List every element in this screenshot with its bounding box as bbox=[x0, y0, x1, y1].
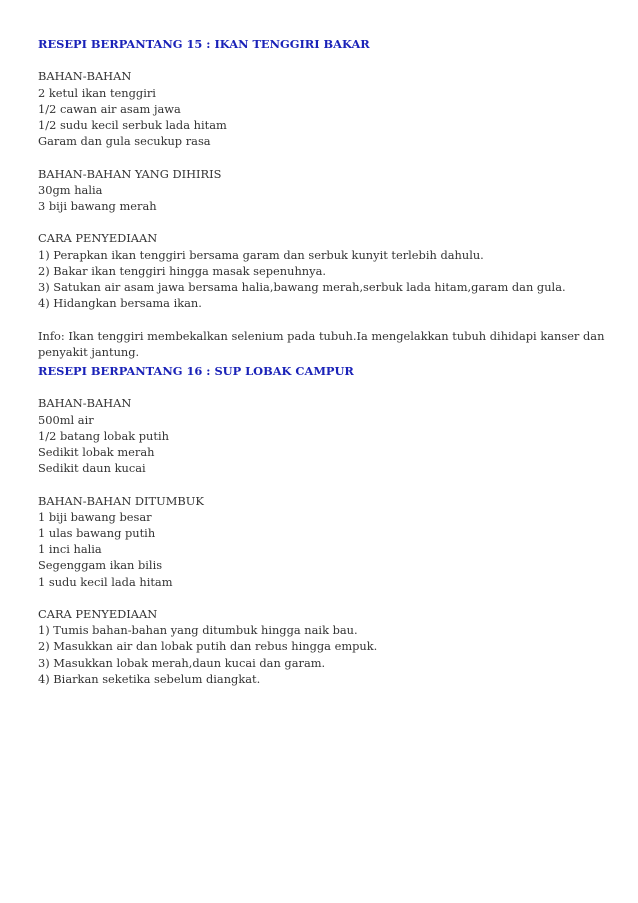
ingredient-line: 1/2 sudu kecil serbuk lada hitam bbox=[38, 118, 227, 132]
document-page bbox=[38, 36, 608, 687]
method-step: 3) Masukkan lobak merah,daun kucai dan garam. bbox=[38, 655, 326, 670]
method-step: 1) Tumis bahan-bahan yang ditumbuk hingga naik bau. bbox=[38, 623, 358, 638]
method-step: 3) Satukan air asam jawa bersama halia,bawang merah,serbuk lada hitam,garam dan gula. bbox=[38, 280, 566, 294]
ingredient-line: 1/2 cawan air asam jawa bbox=[38, 101, 181, 116]
ingredient-line: 1 biji bawang besar bbox=[38, 509, 152, 524]
info-text: Info: Ikan tenggiri membekalkan selenium pada tubuh.Ia mengelakkan tubuh dihidapi kanser dan penyakit jantung. bbox=[38, 328, 605, 359]
recipe-15 bbox=[38, 36, 608, 360]
ingredient-line: 500ml air bbox=[38, 412, 94, 427]
section-heading: BAHAN-BAHAN YANG DIHIRIS bbox=[38, 166, 222, 181]
method-section bbox=[38, 606, 608, 687]
recipe-16 bbox=[38, 363, 608, 687]
ingredients-section bbox=[38, 395, 608, 476]
recipe-title: RESEPI BERPANTANG 16 : SUP LOBAK CAMPUR bbox=[38, 364, 354, 378]
section-heading: BAHAN-BAHAN bbox=[38, 69, 132, 84]
info-section bbox=[38, 328, 608, 360]
ingredient-line: Sedikit daun kucai bbox=[38, 461, 146, 476]
ingredients-section bbox=[38, 68, 608, 149]
section-heading: BAHAN-BAHAN DITUMBUK bbox=[38, 493, 204, 508]
ingredient-line: 1 inci halia bbox=[38, 542, 102, 557]
method-step: 2) Bakar ikan tenggiri hingga masak sepenuhnya. bbox=[38, 263, 326, 278]
ingredient-line: 30gm halia bbox=[38, 182, 103, 197]
ingredient-line: Garam dan gula secukup rasa bbox=[38, 134, 211, 149]
recipe-title: RESEPI BERPANTANG 15 : IKAN TENGGIRI BAKAR bbox=[38, 37, 370, 51]
method-step: 1) Perapkan ikan tenggiri bersama garam dan serbuk kunyit terlebih dahulu. bbox=[38, 247, 484, 262]
ingredient-line: Sedikit lobak merah bbox=[38, 445, 155, 459]
section-heading: BAHAN-BAHAN bbox=[38, 396, 132, 411]
method-step: 4) Biarkan seketika sebelum diangkat. bbox=[38, 671, 261, 686]
section-heading: CARA PENYEDIAAN bbox=[38, 607, 158, 621]
ingredient-line: 1/2 batang lobak putih bbox=[38, 428, 169, 443]
pounded-ingredients-section bbox=[38, 493, 608, 590]
ingredient-line: 1 sudu kecil lada hitam bbox=[38, 574, 173, 589]
method-step: 2) Masukkan air dan lobak putih dan rebus hingga empuk. bbox=[38, 639, 378, 654]
ingredient-line: 3 biji bawang merah bbox=[38, 199, 157, 213]
ingredient-line: 1 ulas bawang putih bbox=[38, 526, 156, 540]
sliced-ingredients-section bbox=[38, 166, 608, 215]
section-heading: CARA PENYEDIAAN bbox=[38, 231, 158, 246]
method-section bbox=[38, 230, 608, 311]
ingredient-line: Segenggam ikan bilis bbox=[38, 558, 163, 573]
ingredient-line: 2 ketul ikan tenggiri bbox=[38, 85, 156, 100]
method-step: 4) Hidangkan bersama ikan. bbox=[38, 296, 202, 311]
